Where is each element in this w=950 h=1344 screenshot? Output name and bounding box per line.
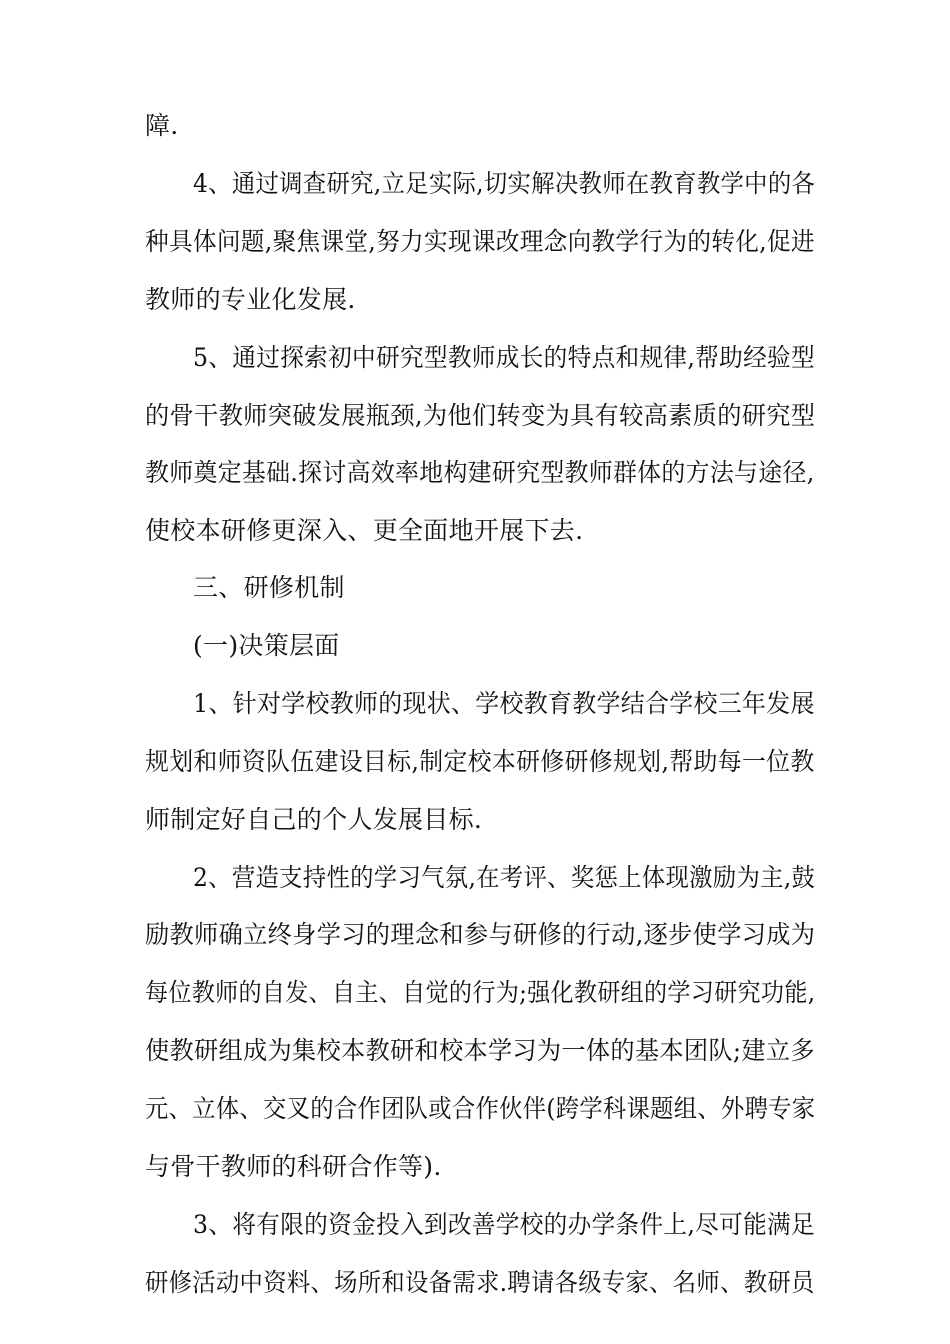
- text-line: 5、通过探索初中研究型教师成长的特点和规律,帮助经验型: [193, 343, 815, 372]
- text-line: 元、立体、交叉的合作团队或合作伙伴(跨学科课题组、外聘专家: [145, 1094, 816, 1123]
- text-line: 励教师确立终身学习的理念和参与研修的行动,逐步使学习成为: [145, 920, 816, 949]
- text-line: 教师奠定基础.探讨高效率地构建研究型教师群体的方法与途径,: [145, 458, 815, 487]
- text-line: 障.: [145, 111, 179, 140]
- text-line: 使教研组成为集校本教研和校本学习为一体的基本团队;建立多: [145, 1036, 815, 1065]
- section-heading: 三、研修机制: [193, 573, 345, 602]
- text-line: 的骨干教师突破发展瓶颈,为他们转变为具有较高素质的研究型: [145, 401, 816, 430]
- text-line: 每位教师的自发、自主、自觉的行为;强化教研组的学习研究功能,: [145, 978, 816, 1007]
- subsection-heading: (一)决策层面: [193, 631, 340, 660]
- text-line: 4、通过调查研究,立足实际,切实解决教师在教育教学中的各: [193, 169, 816, 198]
- text-line: 与骨干教师的科研合作等).: [145, 1152, 442, 1181]
- text-line: 3、将有限的资金投入到改善学校的办学条件上,尽可能满足: [193, 1210, 815, 1239]
- text-line: 规划和师资队伍建设目标,制定校本研修研修规划,帮助每一位教: [145, 747, 815, 776]
- text-line: 教师的专业化发展.: [145, 285, 356, 314]
- text-line: 种具体问题,聚焦课堂,努力实现课改理念向教学行为的转化,促进: [145, 227, 815, 256]
- text-line: 2、营造支持性的学习气氛,在考评、奖惩上体现激励为主,鼓: [193, 863, 816, 892]
- text-line: 使校本研修更深入、更全面地开展下去.: [145, 516, 584, 545]
- text-line: 师制定好自己的个人发展目标.: [145, 805, 483, 834]
- text-line: 研修活动中资料、场所和设备需求.聘请各级专家、名师、教研员: [145, 1268, 815, 1297]
- text-line: 1、针对学校教师的现状、学校教育教学结合学校三年发展: [193, 689, 815, 718]
